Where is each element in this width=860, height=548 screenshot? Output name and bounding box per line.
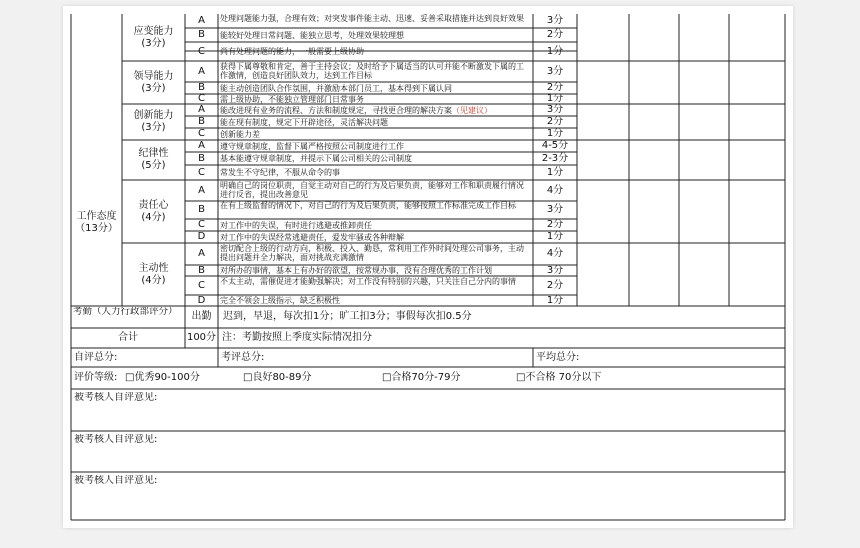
points-cell: 2分 — [546, 116, 564, 127]
attendance-label — [73, 307, 185, 328]
responsibility-score: (4分) — [141, 211, 166, 223]
ability-adapt-label — [122, 14, 185, 61]
grade-cell: B — [198, 116, 205, 127]
attendance-item: 出勤 — [191, 311, 212, 322]
points-cell: 3分 — [546, 65, 564, 77]
criteria-desc: 对工作中的失误，有时进行逃避或推卸责任 — [220, 220, 372, 230]
criteria-desc-text: 能改进现有业务的流程、方法和制度规定，寻找更合理的解决方案 — [220, 105, 452, 115]
rating-option-good[interactable]: □良好80-89分 — [243, 372, 312, 383]
self-opinion-field[interactable]: 被考核人自评意见: — [74, 392, 158, 403]
grade-cell: B — [198, 204, 205, 215]
attendance-rule: 迟到，早退，每次扣1分；旷工扣3分；事假每次扣0.5分 — [223, 311, 472, 322]
points-cell: 4-5分 — [541, 140, 569, 151]
grade-cell: A — [198, 248, 205, 259]
criteria-desc: 创新能力差 — [220, 129, 260, 139]
points-cell: 2分 — [546, 279, 564, 291]
grade-cell: A — [198, 140, 205, 151]
ability-lead-name: 领导能力 — [133, 70, 174, 82]
discipline-label — [122, 140, 185, 180]
rating-option-pass[interactable]: □合格70分-79分 — [382, 372, 461, 383]
points-cell: 1分 — [546, 166, 564, 178]
attitude-name: 工作态度 — [76, 211, 117, 222]
attendance-name: 考勤 — [73, 307, 93, 317]
self-opinion-field[interactable]: 被考核人自评意见: — [74, 434, 158, 445]
criteria-desc: 获得下属尊敬和肯定，善于主持会议；及时给予下属适当的认可并能不断激发下属的工作激情，创造良好团队效力，达到工作目标 — [220, 62, 524, 80]
grade-cell: D — [197, 231, 206, 242]
grade-cell: A — [198, 65, 205, 77]
points-cell: 2分 — [546, 82, 564, 93]
criteria-desc: 能在现有制度，规定下开辟途径，灵活解决问题 — [220, 117, 388, 127]
initiative-name: 主动性 — [138, 262, 169, 274]
criteria-desc: 需上级协助，不能独立管理部门日常事务 — [220, 94, 364, 104]
average-score[interactable]: 平均总分: — [536, 351, 580, 363]
grade-cell: C — [198, 94, 205, 104]
points-cell: 1分 — [546, 94, 564, 104]
grade-cell: A — [198, 184, 205, 196]
criteria-desc: 基本能遵守规章制度，并提示下属公司相关的公司制度 — [220, 154, 412, 163]
ability-lead-score: (3分) — [141, 82, 166, 94]
attendance-dept: （人力行政部评分） — [92, 307, 178, 317]
responsibility-name: 责任心 — [138, 199, 169, 211]
attitude-score: （13分） — [75, 223, 118, 234]
criteria-desc: 完全不领会上级指示，缺乏积极性 — [220, 296, 340, 305]
ability-innov-score: (3分) — [141, 122, 166, 133]
discipline-score: (5分) — [141, 160, 166, 171]
rating-option-excellent[interactable]: □优秀90-100分 — [125, 372, 200, 383]
points-cell: 4分 — [546, 248, 564, 259]
rating-label: 评价等级: — [74, 372, 118, 383]
points-cell: 2分 — [546, 29, 564, 40]
criteria-desc: 在有上级监督的情况下，对自己的行为及后果负责，能够按照工作标准完成工作目标 — [220, 201, 516, 210]
grade-cell: A — [198, 104, 205, 115]
ability-adapt-name: 应变能力 — [133, 25, 174, 37]
points-cell: 3分 — [546, 15, 564, 26]
points-cell: 1分 — [546, 295, 564, 306]
points-cell: 2分 — [546, 219, 564, 230]
points-cell: 4分 — [546, 184, 564, 196]
self-score[interactable]: 自评总分: — [74, 351, 118, 363]
total-value: 100分 — [186, 332, 217, 343]
ability-innov-label — [122, 104, 185, 140]
criteria-desc: 不太主动，需催促进才能勤强解决；对工作没有特别的兴趣，只关注自己分内的事情 — [220, 277, 516, 286]
total-note: 注：考勤按照上季度实际情况扣分 — [222, 332, 372, 343]
criteria-desc: 处理问题能力强，合理有效；对突发事件能主动、迅速、妥善采取措施并达到良好效果 — [220, 14, 524, 23]
ability-adapt-score: (3分) — [141, 37, 166, 49]
responsibility-label — [122, 180, 185, 243]
points-cell: 1分 — [546, 45, 564, 57]
grade-cell: A — [198, 15, 205, 26]
grade-cell: C — [198, 279, 205, 291]
initiative-score: (4分) — [141, 274, 166, 286]
ability-lead-label — [122, 61, 185, 104]
initiative-label — [122, 243, 185, 306]
criteria-desc: 对所办的事情，基本上有办好的欲望，按常规办事，没有合理优秀的工作计划 — [220, 266, 492, 275]
discipline-name: 纪律性 — [138, 148, 169, 159]
total-label: 合计 — [118, 332, 138, 343]
review-score[interactable]: 考评总分: — [221, 351, 265, 363]
points-cell: 3分 — [546, 204, 564, 215]
suggestion-note: （见建议） — [452, 105, 492, 115]
criteria-desc: 能主动创造团队合作氛围，并激励本部门员工，基本得到下属认同 — [220, 83, 452, 93]
points-cell: 3分 — [546, 265, 564, 276]
rating-option-fail[interactable]: □不合格 70分以下 — [516, 372, 602, 383]
criteria-desc: 密切配合上级的行动方向，积极、投入、勤恳，常利用工作外时间处理公司事务，主动提出问题并全力解决，面对挑战充满激情 — [220, 244, 524, 262]
grade-cell: B — [198, 265, 205, 276]
grade-cell: C — [198, 45, 205, 57]
grade-cell: C — [198, 128, 205, 139]
points-cell: 3分 — [546, 104, 564, 115]
points-cell: 2-3分 — [541, 152, 569, 164]
criteria-desc: 遵守规章制度，监督下属严格按照公司制度进行工作 — [220, 141, 404, 151]
ability-innov-name: 创新能力 — [133, 110, 174, 121]
points-cell: 1分 — [546, 231, 564, 242]
grade-cell: D — [197, 295, 206, 306]
criteria-desc: 明确自己的岗位职责，自觉主动对自己的行为及后果负责，能够对工作和职责履行情况进行反省，提出改善意见 — [220, 181, 524, 199]
points-cell: 1分 — [546, 128, 564, 139]
self-opinion-field[interactable]: 被考核人自评意见: — [74, 475, 158, 486]
grade-cell: C — [198, 219, 205, 230]
attitude-label — [71, 140, 122, 306]
grade-cell: B — [198, 29, 205, 40]
criteria-desc: 能较好处理日常问题、能独立思考，处理效果较理想 — [220, 30, 404, 40]
criteria-desc: 尚有处理问题的能力，一般需要上级协助 — [220, 47, 364, 56]
grade-cell: C — [198, 166, 205, 178]
criteria-desc — [220, 104, 531, 116]
criteria-desc: 对工作中的失误经常逃避责任，爱发牢骚或各种辩解 — [220, 232, 404, 242]
evaluation-form-page — [63, 6, 793, 528]
grade-cell: B — [198, 152, 205, 164]
criteria-desc: 常发生不守纪律，不服从命令的事 — [220, 168, 340, 177]
grade-cell: B — [198, 82, 205, 93]
